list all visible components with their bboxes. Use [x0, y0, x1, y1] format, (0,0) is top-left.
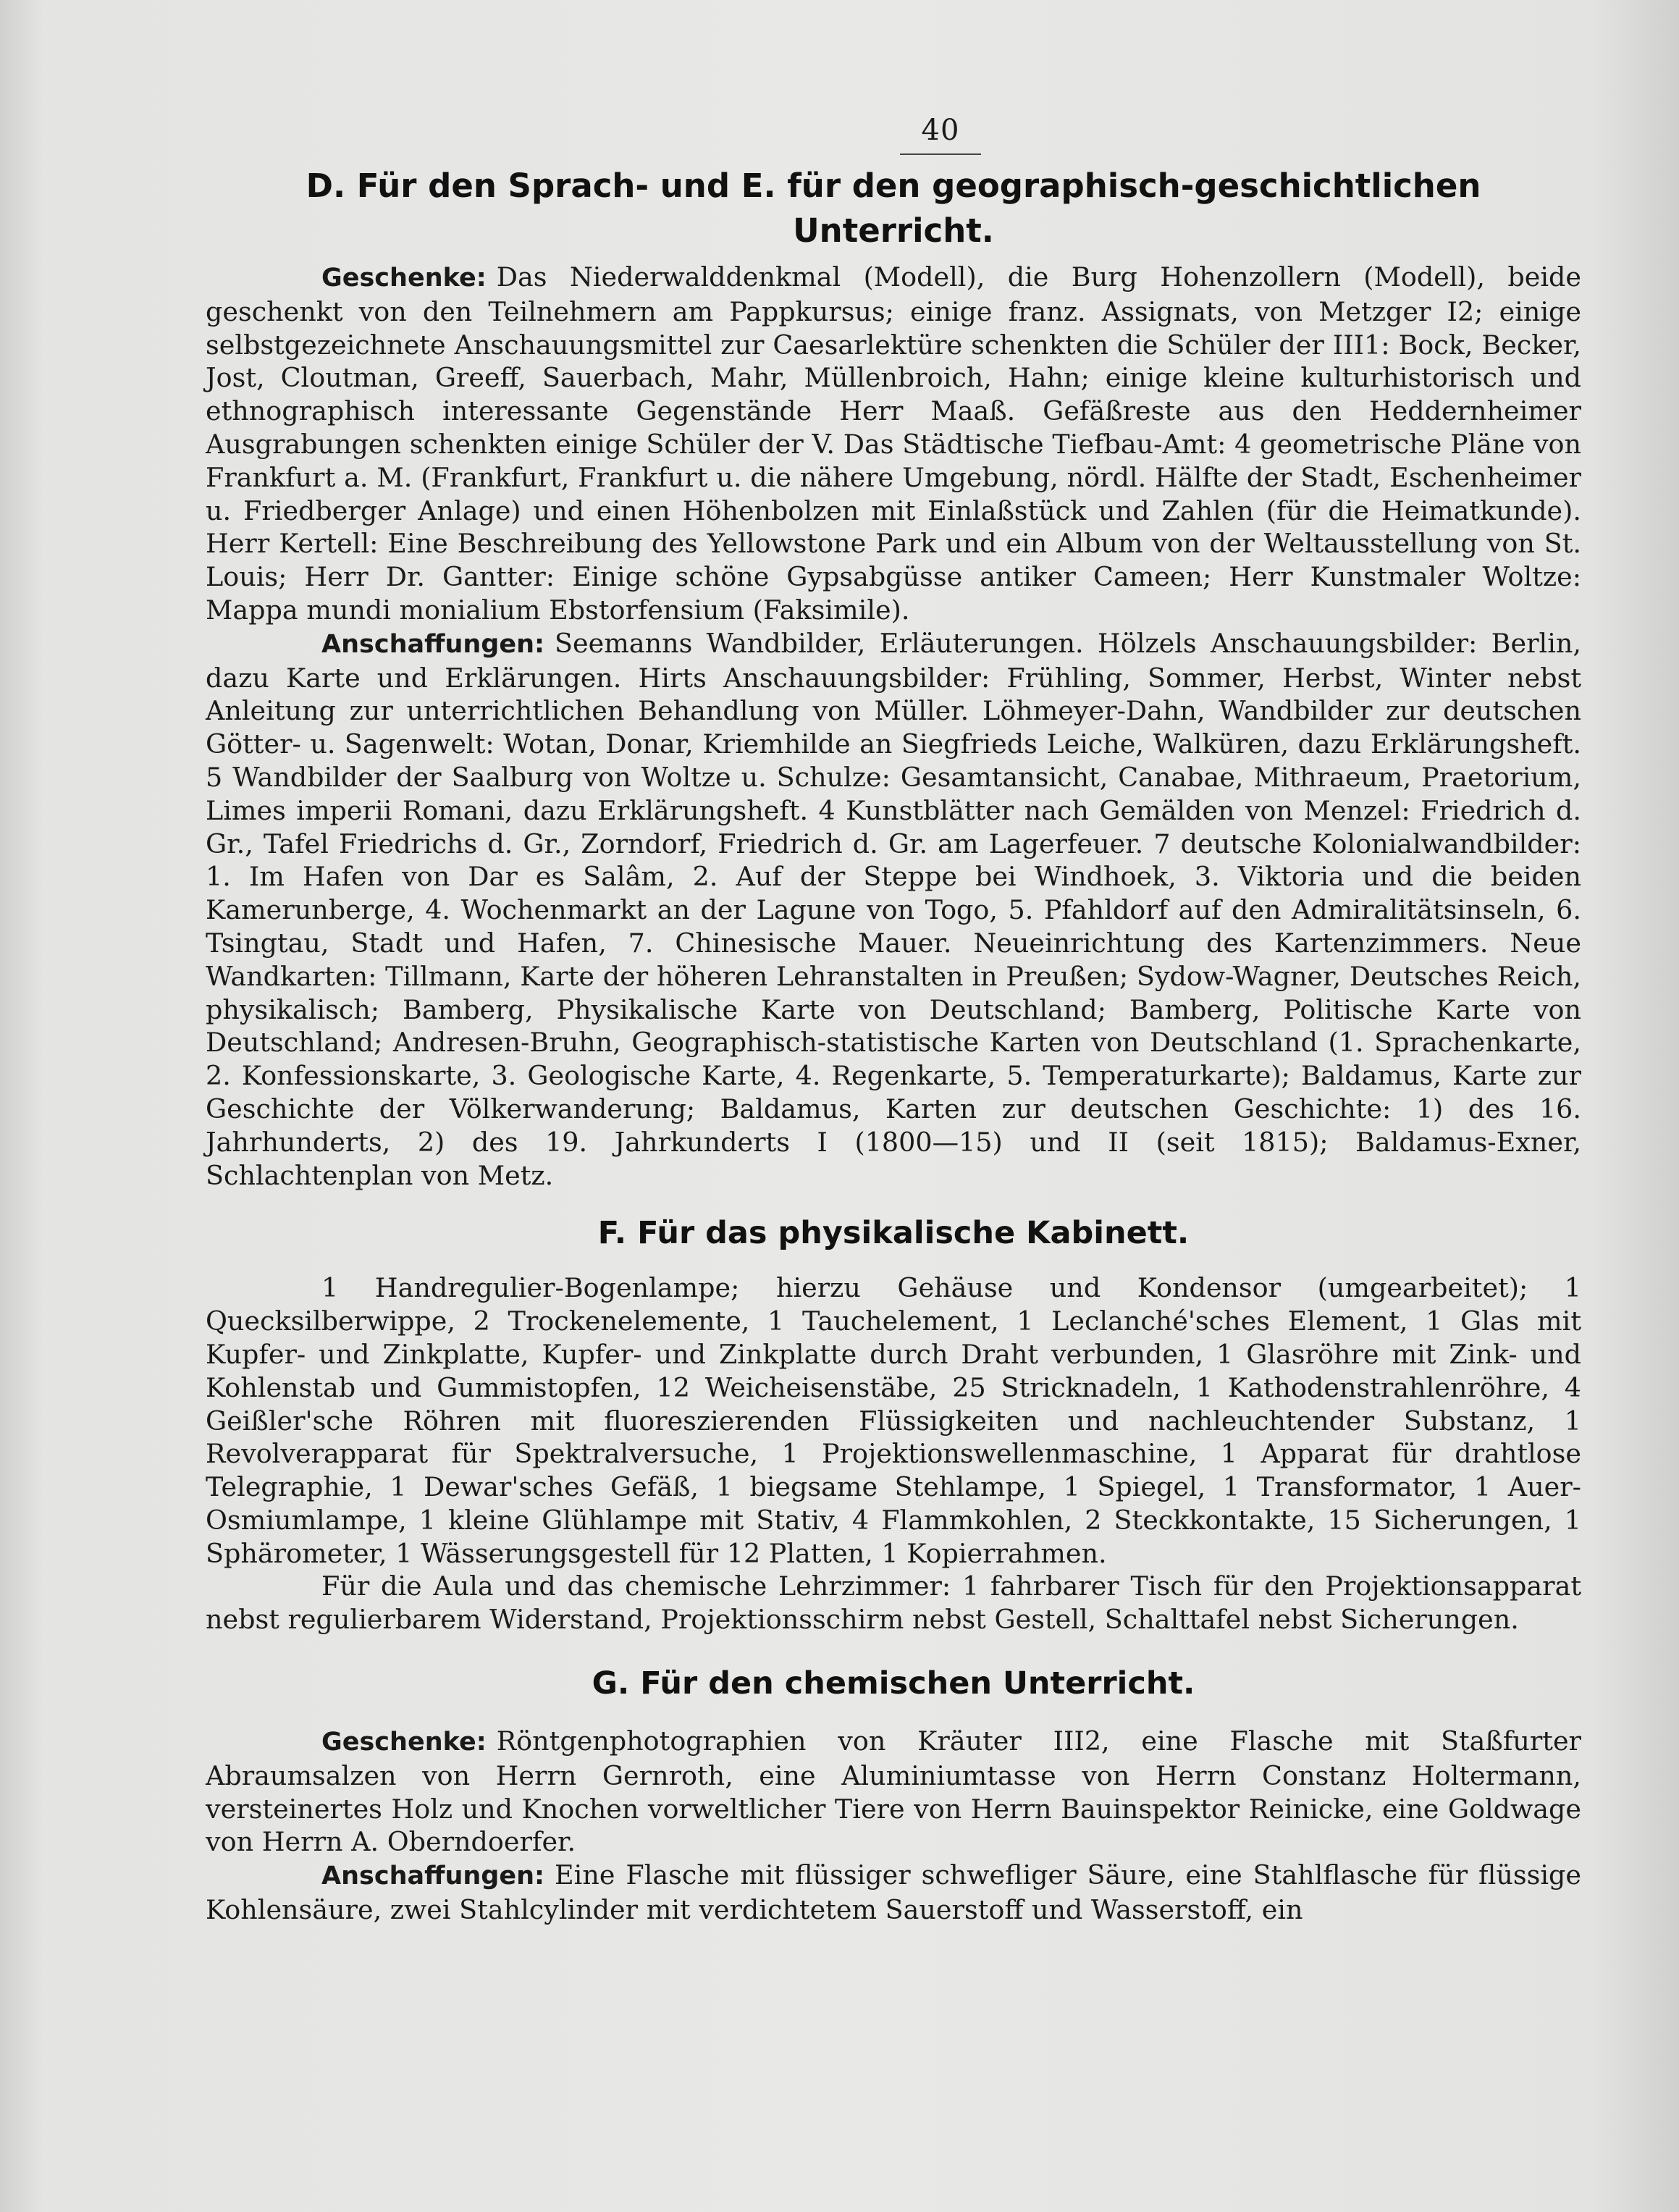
section-de-anschaffungen-text: Seemanns Wandbilder, Erläuterungen. Hölzels Anschauungsbilder: Berlin, dazu Karte und Erklärungen. Hirts Anschauungsbilder: Frühling, Sommer, Herbst, Winter nebst Anleitung zur unterrichtlichen Behandlung von Müller. Löhmeyer-Dahn, Wandbilder zur deutschen Götter- u. Sagenwelt: Wotan, Donar, Kriemhilde an Siegfrieds Leiche, Walküren, dazu Erklärungsheft. 5 Wandbilder der Saalburg von Woltze u. Schulze: Gesamtansicht, Canabae, Mithraeum, Praetorium, Limes imperii Romani, dazu Erklärungsheft. 4 Kunstblätter nach Gemälden von Menzel: Friedrich d. Gr., Tafel Friedrichs d. Gr., Zorndorf, Friedrich d. Gr. am Lagerfeuer. 7 deutsche Kolonialwandbilder: 1. Im Hafen von Dar es Salâm, 2. Auf der Steppe bei Windhoek, 3. Viktoria und die beiden Kamerunberge, 4. Wochenmarkt an der Lagune von Togo, 5. Pfahldorf auf den Admiralitätsinseln, 6. Tsingtau, Stadt und Hafen, 7. Chinesische Mauer. Neueinrichtung des Kartenzimmers. Neue Wandkarten: Tillmann, Karte der höheren Lehranstalten in Preußen; Sydow-Wagner, Deutsches Reich, physikalisch; Bamberg, Physikalische Karte von Deutschland; Bamberg, Politische Karte von Deutschland; Andresen-Bruhn, Geographisch-statistische Karten von Deutschland (1. Sprachenkarte, 2. Konfessionskarte, 3. Geologische Karte, 4. Regenkarte, 5. Temperaturkarte); Baldamus, Karte zur Geschichte der Völkerwanderung; Baldamus, Karten zur deutschen Geschichte: 1) des 16. Jahrhunderts, 2) des 19. Jahrkunderts I (1800—15) und II (seit 1815); Baldamus-Exner, Schlachtenplan von Metz.: [206, 627, 1581, 1191]
section-de-geschenke-paragraph: [206, 261, 1581, 627]
section-f-paragraph-2: Für die Aula und das chemische Lehrzimmer: 1 fahrbarer Tisch für den Projektionsapparat nebst regulierbarem Widerstand, Projektionsschirm nebst Gestell, Schalttafel nebst Sicherungen.: [206, 1570, 1581, 1636]
page-number: [300, 109, 1581, 155]
section-g-anschaffungen-paragraph: [206, 1859, 1581, 1927]
page-content: [206, 109, 1581, 1927]
section-g-anschaffungen-label: Anschaffungen:: [321, 1862, 545, 1891]
section-de-heading: D. Für den Sprach- und E. für den geographisch-geschichtlichen Unterricht.: [306, 167, 1481, 250]
section-f-paragraph-1: 1 Handregulier-Bogenlampe; hierzu Gehäuse und Kondensor (umgearbeitet); 1 Quecksilberwippe, 2 Trockenelemente, 1 Tauchelement, 1 Leclanché'sches Element, 1 Glas mit Kupfer- und Zinkplatte, Kupfer- und Zinkplatte durch Draht verbunden, 1 Glasröhre mit Zink- und Kohlenstab und Gummistopfen, 12 Weicheisenstäbe, 25 Stricknadeln, 1 Kathodenstrahlenröhre, 4 Geißler'sche Röhren mit fluoreszierenden Flüssigkeiten und nachleuchtender Substanz, 1 Revolverapparat für Spektralversuche, 1 Projektionswellenmaschine, 1 Apparat für drahtlose Telegraphie, 1 Dewar'sches Gefäß, 1 biegsame Stehlampe, 1 Spiegel, 1 Transformator, 1 Auer-Osmiumlampe, 1 kleine Glühlampe mit Stativ, 4 Flammkohlen, 2 Steckkontakte, 15 Sicherungen, 1 Sphärometer, 1 Wässerungsgestell für 12 Platten, 1 Kopierrahmen.: [206, 1272, 1581, 1569]
section-de-geschenke-text: Das Niederwalddenkmal (Modell), die Burg Hohenzollern (Modell), beide geschenkt von den Teilnehmern am Pappkursus; einige franz. Assignats, von Metzger I2; einige selbstgezeichnete Anschauungsmittel zur Caesarlektüre schenkten die Schüler der III1: Bock, Becker, Jost, Cloutman, Greeff, Sauerbach, Mahr, Müllenbroich, Hahn; einige kleine kulturhistorisch und ethnographisch interessante Gegenstände Herr Maaß. Gefäßreste aus den Heddernheimer Ausgrabungen schenkten einige Schüler der V. Das Städtische Tiefbau-Amt: 4 geometrische Pläne von Frankfurt a. M. (Frankfurt, Frankfurt u. die nähere Umgebung, nördl. Hälfte der Stadt, Eschenheimer u. Friedberger Anlage) und einen Höhenbolzen mit Einlaßstück und Zahlen (für die Heimatkunde). Herr Kertell: Eine Beschreibung des Yellowstone Park und ein Album von der Weltausstellung von St. Louis; Herr Dr. Gantter: Einige schöne Gypsabgüsse antiker Cameen; Herr Kunstmaler Woltze: Mappa mundi monialium Ebstorfensium (Faksimile).: [206, 261, 1581, 626]
section-g-geschenke-text: Röntgenphotographien von Kräuter III2, eine Flasche mit Staßfurter Abraumsalzen von Herrn Gernroth, eine Aluminiumtasse von Herrn Constanz Holtermann, versteinertes Holz und Knochen vorweltlicher Tiere von Herrn Bauinspektor Reinicke, eine Goldwage von Herrn A. Oberndoerfer.: [206, 1725, 1581, 1858]
section-f-heading: F. Für das physikalische Kabinett.: [597, 1215, 1190, 1252]
section-g-geschenke-label: Geschenke:: [321, 1728, 487, 1757]
section-de-anschaffungen-label: Anschaffungen:: [321, 629, 545, 659]
section-g-anschaffungen-text: Eine Flasche mit flüssiger schwefliger Säure, eine Stahlflasche für flüssige Kohlensäure, zwei Stahlcylinder mit verdichtetem Sauerstoff und Wasserstoff, ein: [206, 1859, 1581, 1926]
section-de-anschaffungen-paragraph: [206, 627, 1581, 1193]
section-g-heading: G. Für den chemischen Unterricht.: [592, 1665, 1195, 1702]
section-de-geschenke-label: Geschenke:: [321, 264, 487, 293]
section-g-geschenke-paragraph: [206, 1725, 1581, 1859]
page-number-text: 40: [900, 109, 982, 155]
